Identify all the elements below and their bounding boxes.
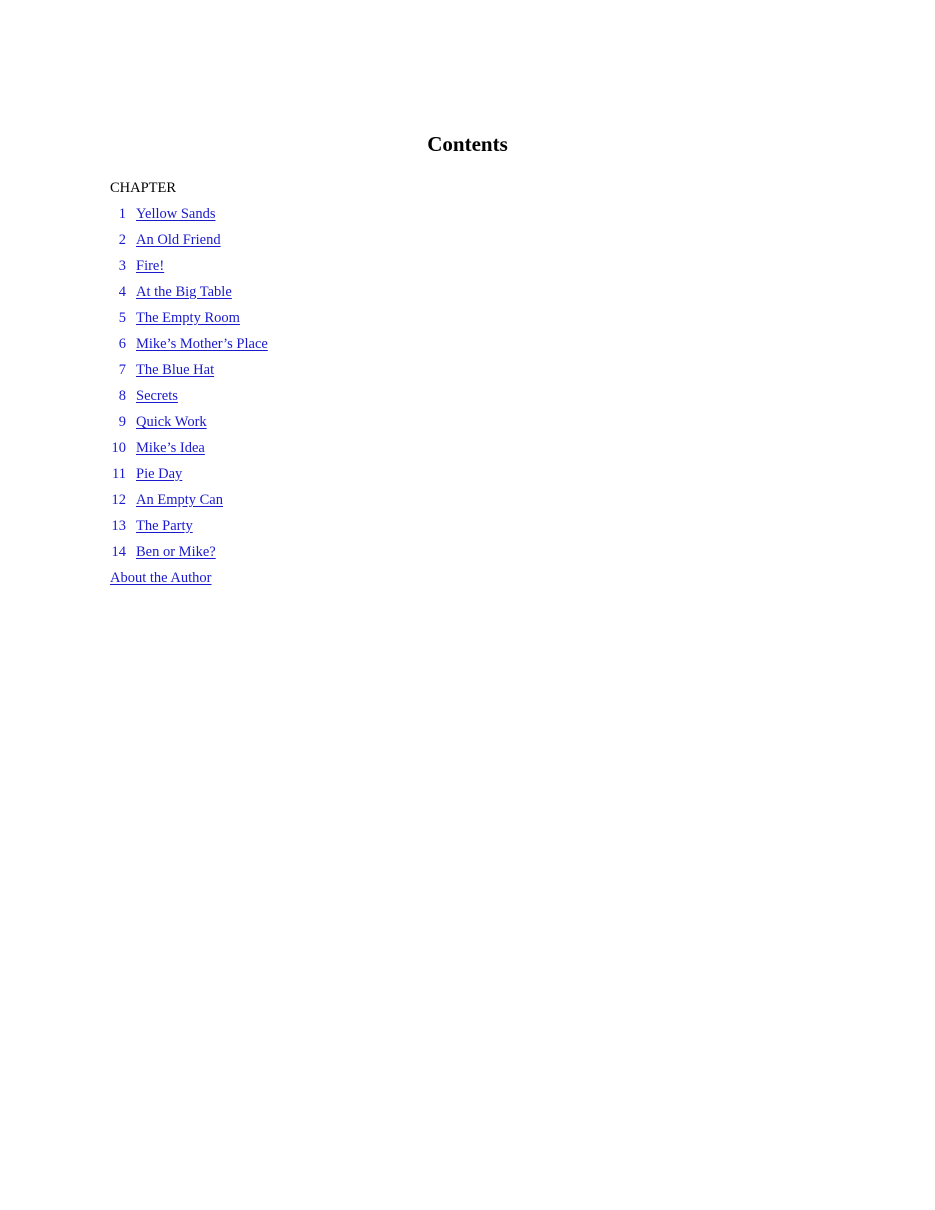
chapter-title: Ben or Mike? [136,544,216,560]
about-author-link[interactable]: About the Author [110,570,212,586]
chapter-number: 6 [118,336,126,352]
chapter-label: CHAPTER [110,180,177,196]
toc-item [110,464,268,490]
toc-item [110,308,268,334]
chapter-number: 5 [118,310,126,326]
chapter-link-10[interactable] [110,440,205,456]
toc-item [110,412,268,438]
toc-item [110,386,268,412]
chapter-link-13[interactable] [110,518,193,534]
toc-item [110,204,268,230]
toc-item [110,256,268,282]
toc-item [110,230,268,256]
chapter-number: 1 [118,206,126,222]
chapter-title: The Empty Room [136,310,240,326]
chapter-title: At the Big Table [136,284,232,300]
chapter-link-12[interactable] [110,492,223,508]
chapter-number: 11 [112,466,126,482]
chapter-number: 10 [111,440,126,456]
chapter-number: 9 [118,414,126,430]
chapter-link-4[interactable] [110,284,232,300]
toc-item [110,568,268,594]
chapter-title: Secrets [136,388,178,404]
chapter-title: An Empty Can [136,492,223,508]
toc-item [110,542,268,568]
chapter-number: 13 [111,518,126,534]
chapter-link-14[interactable] [110,544,216,560]
chapter-number: 12 [111,492,126,508]
chapter-number: 7 [118,362,126,378]
chapter-number: 14 [111,544,126,560]
chapter-link-11[interactable] [110,466,182,482]
toc-item [110,438,268,464]
chapter-link-1[interactable] [110,206,216,222]
chapter-title: Mike’s Idea [136,440,205,456]
chapter-number: 2 [118,232,126,248]
chapter-number: 8 [118,388,126,404]
chapter-title: Pie Day [136,466,183,482]
chapter-number: 3 [118,258,126,274]
chapter-link-8[interactable] [110,388,178,404]
chapter-link-9[interactable] [110,414,207,430]
chapter-title: The Party [136,518,193,534]
chapter-number: 4 [118,284,126,300]
chapter-link-6[interactable] [110,336,268,352]
chapter-link-2[interactable] [110,232,221,248]
chapter-link-7[interactable] [110,362,214,378]
chapter-title: The Blue Hat [136,362,215,378]
chapter-title: Yellow Sands [136,206,216,222]
page-title: Contents [427,132,508,156]
table-of-contents [110,204,268,594]
toc-item [110,334,268,360]
chapter-title: Mike’s Mother’s Place [136,336,268,352]
toc-item [110,490,268,516]
chapter-title: Quick Work [136,414,207,430]
toc-item [110,516,268,542]
toc-item [110,360,268,386]
toc-item [110,282,268,308]
chapter-title: Fire! [136,258,165,274]
chapter-link-5[interactable] [110,310,240,326]
chapter-link-3[interactable] [110,258,164,274]
chapter-title: An Old Friend [136,232,221,248]
